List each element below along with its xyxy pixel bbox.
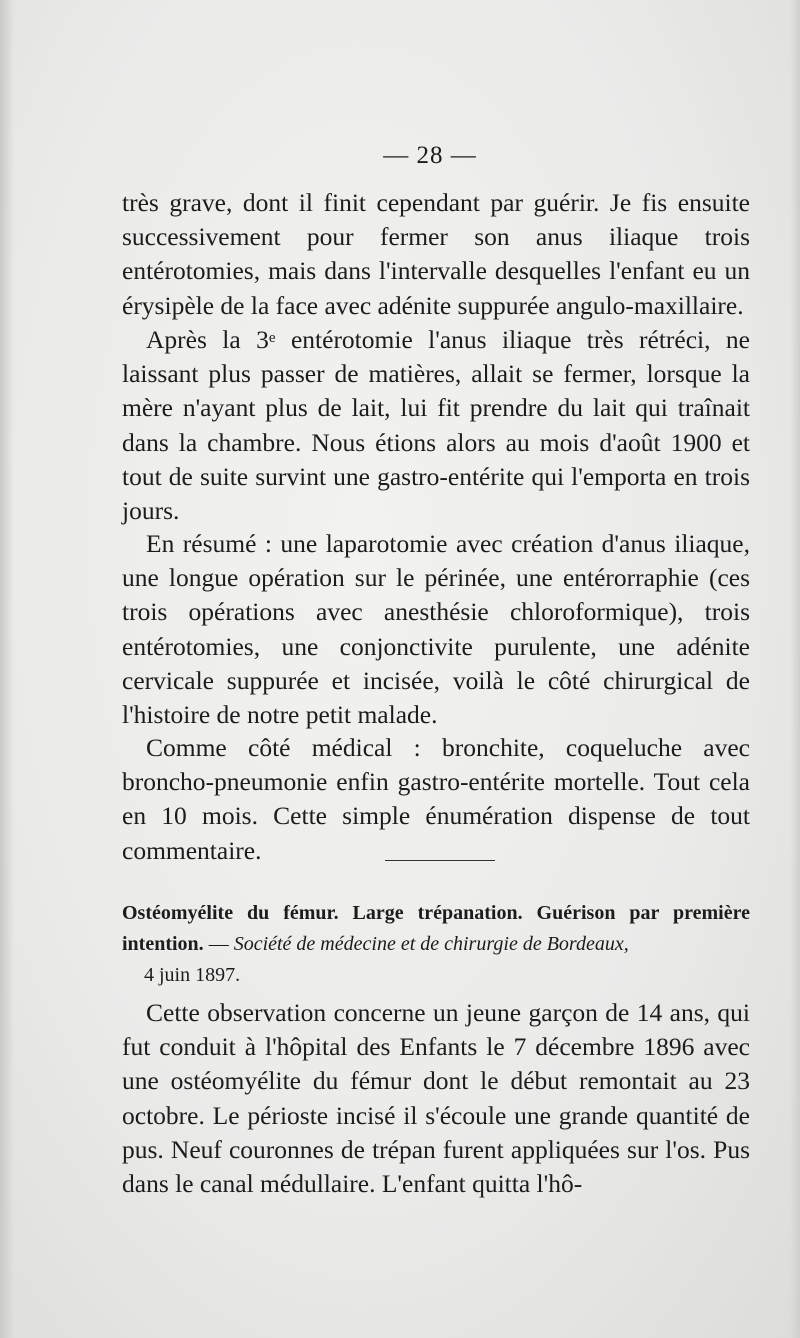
page-edge-shadow-right [790,0,800,1338]
page-number: — 28 — [383,142,477,169]
paragraph-resume [122,527,750,732]
paragraph-text-start: Après la 3 [146,325,269,354]
paragraph-text: très grave, dont il finit cependant par guérir. Je fis ensuite successivement pour fermer son anus iliaque trois entérotomies, mais dans l'intervalle desquelles l'enfant eu un érysipèle de la face avec adénite suppurée angulo-maxillaire. [122,188,750,320]
section-title: Ostéomyélite du fémur. Large trépanation. Guérison par première intention. [122,902,750,955]
paragraph-text: Cette observation concerne un jeune garçon de 14 ans, qui fut conduit à l'hôpital des Enfants le 7 décembre 1896 avec une ostéomyélite du fémur dont le début remontait au 23 octobre. Le périoste incisé il s'écoule une grande quantité de pus. Neuf couronnes de trépan furent appliquées sur l'os. Pus dans le canal médullaire. L'enfant quitta l'hô- [122,998,750,1199]
paragraph-observation [122,996,750,1201]
paragraph-text: En résumé : une laparotomie avec création d'anus iliaque, une longue opération sur le périnée, une entérorraphie (ces trois opérations avec anesthésie chloroformique), trois entérotomies, une conjonctivite purulente, une adénite cervicale suppurée et incisée, voilà le côté chirurgical de l'histoire de notre petit malade. [122,529,750,730]
section-divider-rule [385,860,495,861]
paragraph-text: Comme côté médical : bronchite, coqueluche avec broncho-pneumonie enfin gastro-entérite mortelle. Tout cela en 10 mois. Cette simple énumération dispense de tout commentaire. [122,733,750,865]
paragraph-continuation [122,186,750,323]
section-heading [122,898,750,991]
paragraph-text-end: entérotomie l'anus iliaque très rétréci, ne laissant plus passer de matières, allait se fermer, lorsque la mère n'ayant plus de lait, lui fit prendre du lait qui traînait dans la chambre. Nous étions alors au mois d'août 1900 et tout de suite survint une gastro-entérite qui l'emporta en trois jours. [122,325,750,526]
section-source: Société de médecine et de chirurgie de Bordeaux, [233,933,629,955]
page-edge-shadow-left [0,0,14,1338]
paragraph-cote-medical [122,731,750,868]
paragraph-enterotomie [122,323,750,528]
section-date: 4 juin 1897. [144,964,241,986]
ordinal-superscript: e [268,330,276,346]
section-separator: — [203,933,234,955]
